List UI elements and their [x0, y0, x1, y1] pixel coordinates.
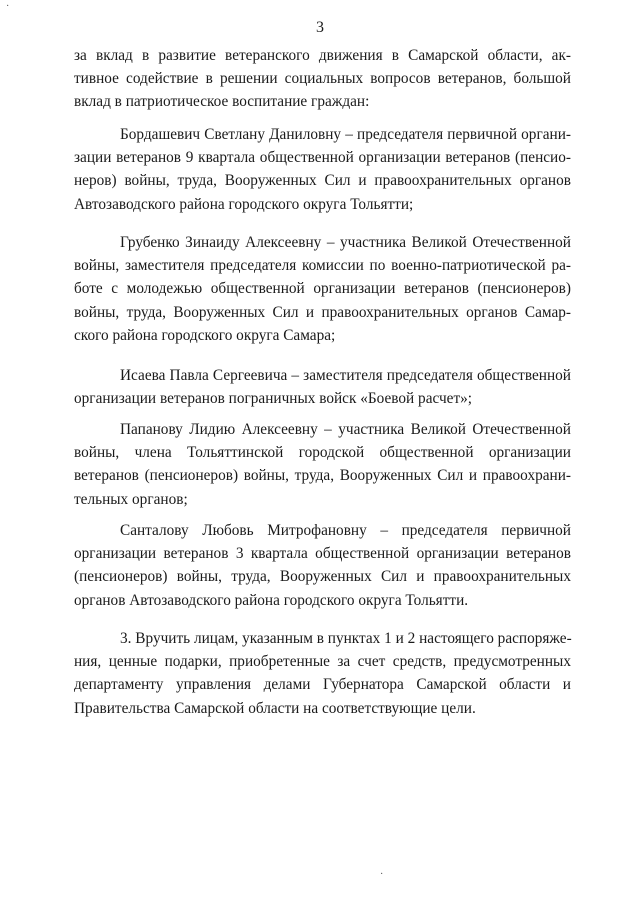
text-line: неров) войны, труда, Вооруженных Сил и правоохранительных органов — [74, 172, 571, 190]
paragraph-item-3 — [74, 627, 571, 720]
text-line: зации ветеранов 9 квартала общественной организации ветеранов (пенсио- — [74, 149, 571, 167]
text-line: тивное содействие в решении социальных вопросов ветеранов, большой — [74, 70, 571, 88]
text-line: ния, ценные подарки, приобретенные за счет средств, предусмотренных — [74, 653, 571, 671]
text-line: Грубенко Зинаиду Алексеевну – участника Великой Отечественной — [120, 234, 571, 251]
paragraph-bordashevich — [74, 123, 571, 216]
paragraph-santalova — [74, 519, 571, 612]
text-line: войны, члена Тольяттинской городской общественной организации — [74, 444, 571, 462]
text-line: войны, заместителя председателя комиссии по военно-патриотической ра- — [74, 257, 571, 275]
text-line: органов Автозаводского района городского округа Тольятти. — [74, 591, 469, 609]
text-line: 3. Вручить лицам, указанным в пунктах 1 и 2 настоящего распоряже- — [120, 630, 572, 647]
text-line: боте с молодежью общественной организации ветеранов (пенсионеров) — [74, 280, 571, 298]
paragraph-isaev — [74, 364, 571, 410]
text-line: департаменту управления делами Губернатора Самарской области и — [74, 676, 571, 694]
text-line: ветеранов (пенсионеров) войны, труда, Вооруженных Сил и правоохрани- — [74, 467, 571, 485]
paragraph-papanova — [74, 418, 571, 511]
text-line: тельных органов; — [74, 490, 188, 508]
scan-mark: · — [6, 1, 10, 12]
text-line: Правительства Самарской области на соответствующие цели. — [74, 699, 476, 717]
text-line: Исаева Павла Сергеевича – заместителя председателя общественной — [120, 367, 571, 384]
text-line: организации ветеранов пограничных войск «Боевой расчет»; — [74, 390, 473, 408]
paragraph-intro — [74, 44, 571, 114]
text-line: (пенсионеров) войны, труда, Вооруженных Сил и правоохранительных — [74, 568, 571, 586]
paragraph-grubenko — [74, 231, 571, 347]
text-line: Автозаводского района городского округа Тольятти; — [74, 195, 414, 213]
text-line: вклад в патриотическое воспитание граждан: — [74, 93, 370, 111]
text-line: ского района городского округа Самара; — [74, 326, 336, 344]
text-line: Санталову Любовь Митрофановну – председателя первичной — [120, 522, 571, 539]
text-line: Бордашевич Светлану Даниловну – председателя первичной органи- — [120, 126, 571, 143]
text-line: организации ветеранов 3 квартала общественной организации ветеранов — [74, 545, 571, 563]
text-line: войны, труда, Вооруженных Сил и правоохранительных органов Самар- — [74, 303, 571, 321]
scan-mark: · — [380, 869, 384, 880]
page-number: 3 — [316, 19, 324, 36]
text-line: Папанову Лидию Алексеевну – участника Великой Отечественной — [120, 421, 571, 438]
text-line: за вклад в развитие ветеранского движения в Самарской области, ак- — [74, 47, 571, 64]
